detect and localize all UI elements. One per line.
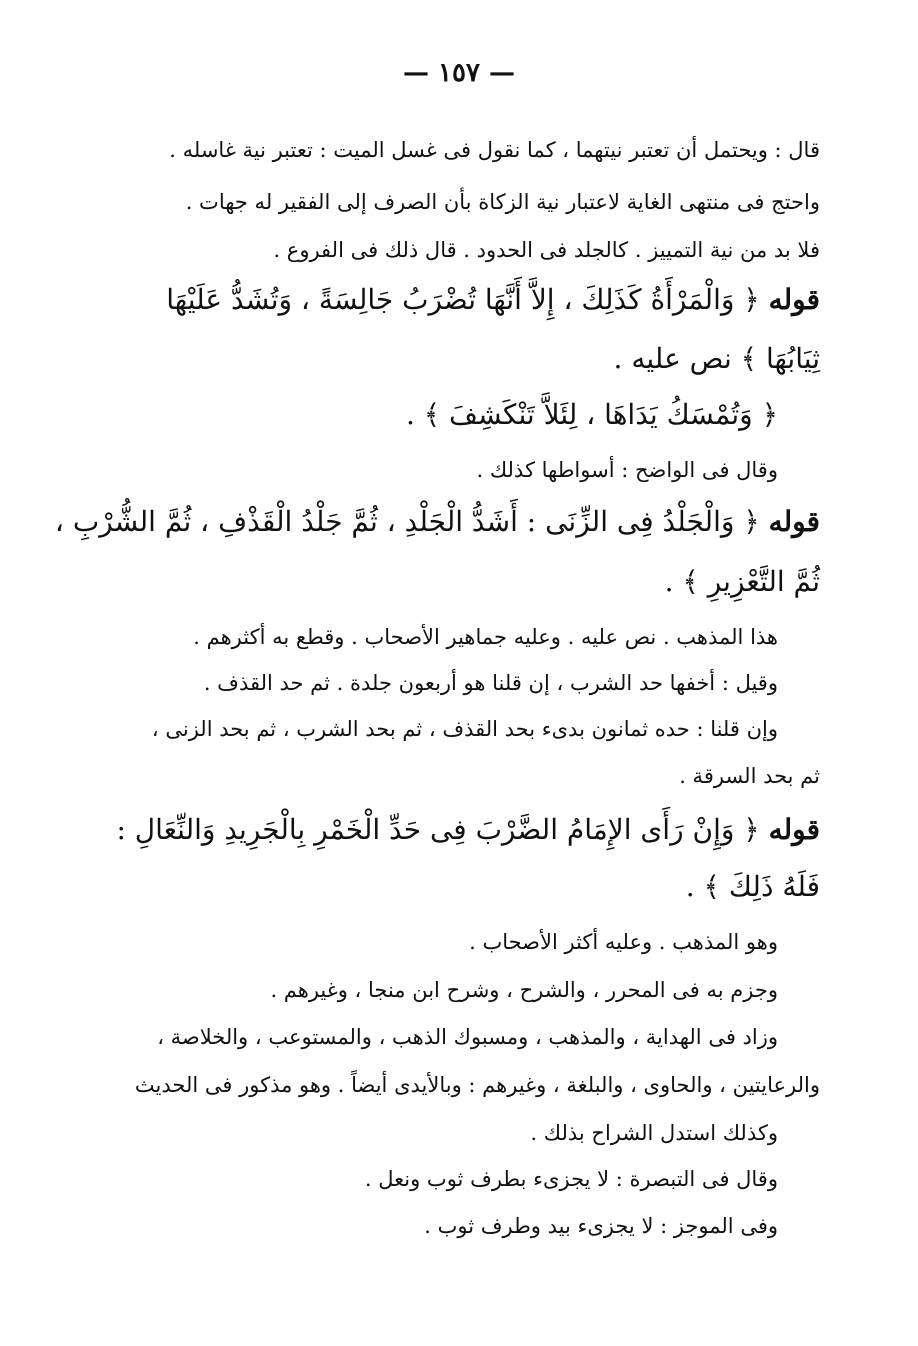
verse-line <box>406 398 778 431</box>
text-line <box>157 1025 778 1049</box>
verse-line <box>116 813 820 846</box>
line-text: وقال فى الواضح : أسواطها كذلك . <box>476 458 778 482</box>
text-line <box>152 717 778 741</box>
line-text: وكذلك استدل الشراح بذلك . <box>530 1121 778 1145</box>
line-text: ثِيَابُهَا ﴾ نص عليه . <box>613 342 820 375</box>
verse-line <box>55 505 820 538</box>
line-text: وزاد فى الهداية ، والمذهب ، ومسبوك الذهب ، والمستوعب ، والخلاصة ، <box>157 1025 778 1049</box>
text-line <box>476 458 778 482</box>
line-text: ﴿ وَالْجَلْدُ فِى الزِّنَى : أَشَدُّ الْجَلْدِ ، ثُمَّ جَلْدُ الْقَذْفِ ، ثُمَّ الشُّرْبِ ، <box>54 505 760 538</box>
text-line <box>186 190 820 214</box>
line-text: هذا المذهب . نص عليه . وعليه جماهير الأصحاب . وقطع به أكثرهم . <box>193 625 778 649</box>
line-text: واحتج فى منتهى الغاية لاعتبار نية الزكاة بأن الصرف إلى الفقير له جهات . <box>185 190 820 214</box>
line-text: قال : ويحتمل أن تعتبر نيتهما ، كما نقول فى غسل الميت : تعتبر نية غاسله . <box>169 138 820 162</box>
text-line <box>530 1121 778 1145</box>
text-line <box>204 671 778 695</box>
text-line <box>365 1167 778 1191</box>
line-text: ثُمَّ التَّعْزِيرِ ﴾ . <box>664 565 820 598</box>
line-text: وهو المذهب . وعليه أكثر الأصحاب . <box>469 930 778 954</box>
verse-line <box>166 283 820 316</box>
line-text: وقال فى التبصرة : لا يجزىء بطرف ثوب ونعل . <box>364 1167 778 1191</box>
text-line <box>270 978 778 1002</box>
line-label: قوله <box>768 283 820 316</box>
line-text: وقيل : أخفها حد الشرب ، إن قلنا هو أربعون جلدة . ثم حد القذف . <box>203 671 778 695</box>
line-label: قوله <box>768 505 820 538</box>
line-text: وفى الموجز : لا يجزىء بيد وطرف ثوب . <box>424 1214 778 1238</box>
text-line <box>469 930 778 954</box>
line-text: ﴿ وَإِنْ رَأَى الإِمَامُ الضَّرْبَ فِى حَدِّ الْخَمْرِ بِالْجَرِيدِ وَالنِّعَالِ : <box>116 813 760 846</box>
line-text: ﴿ وَتُمْسَكُ يَدَاهَا ، لِئَلاَّ تَنْكَشِفَ ﴾ . <box>405 398 778 431</box>
text-line <box>193 625 778 649</box>
line-text: وجزم به فى المحرر ، والشرح ، وشرح ابن منجا ، وغيرهم . <box>270 978 778 1002</box>
text-line <box>135 1073 820 1097</box>
line-text: والرعايتين ، والحاوى ، والبلغة ، وغيرهم : وبالأيدى أيضاً . وهو مذكور فى الحديث <box>134 1073 820 1097</box>
line-text: ثم بحد السرقة . <box>679 764 820 788</box>
verse-line <box>686 870 820 903</box>
line-text: ﴿ وَالْمَرْأَةُ كَذَلِكَ ، إِلاَّ أَنَّهَا تُضْرَبُ جَالِسَةً ، وَتُشَدُّ عَلَيْهَا <box>166 283 760 316</box>
line-label: قوله <box>768 813 820 846</box>
line-text: وإن قلنا : حده ثمانون بدىء بحد القذف ، ثم بحد الشرب ، ثم بحد الزنى ، <box>151 717 778 741</box>
verse-line <box>614 342 820 375</box>
text-line <box>424 1214 778 1238</box>
page-number: — ١٥٧ — <box>402 58 516 88</box>
line-text: فلا بد من نية التمييز . كالجلد فى الحدود . قال ذلك فى الفروع . <box>273 238 820 262</box>
text-line <box>169 138 820 162</box>
text-line <box>679 764 820 788</box>
text-line <box>273 238 820 262</box>
line-text: فَلَهُ ذَلِكَ ﴾ . <box>685 870 820 903</box>
verse-line <box>665 565 820 598</box>
